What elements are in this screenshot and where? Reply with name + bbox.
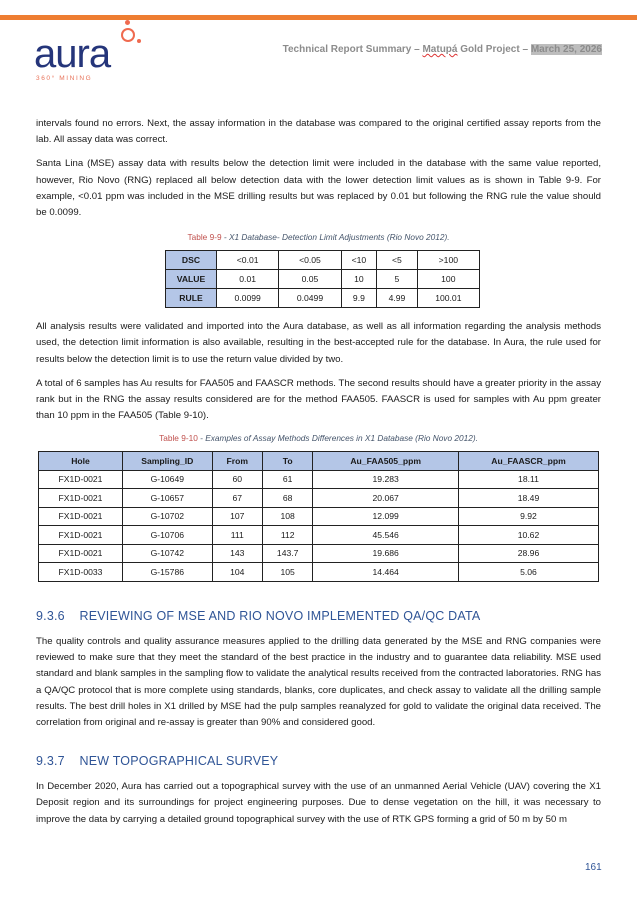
table-cell: 45.546: [313, 526, 459, 545]
table-cell: 68: [262, 489, 312, 508]
table-row: [39, 563, 599, 582]
detection-limit-table: [165, 250, 480, 308]
header-row: [39, 452, 599, 471]
table-row: [166, 251, 480, 270]
table-cell: 108: [262, 507, 312, 526]
paragraph: Santa Lina (MSE) assay data with results below the detection limit were included in the database with the same value reported, however, Rio Novo (RNG) replaced all below detection data with the lower detection limit values as is shown in Table 9-9. For example, <0.01 ppm was included in the MSE drilling results but was replaced by 0.01 but following the RNG rule the value should be 0.0099.: [36, 158, 601, 219]
table-row: [39, 470, 599, 489]
table-cell: <0.05: [279, 251, 341, 270]
table-cell: FX1D-0021: [39, 526, 123, 545]
section-heading: 9.3.6 REVIEWING OF MSE AND RIO NOVO IMPLEMENTED QA/QC DATA: [36, 608, 481, 623]
column-header: Au_FAA505_ppm: [313, 452, 459, 471]
table-cell: 10: [341, 270, 377, 289]
column-header: Hole: [39, 452, 123, 471]
table-row: [39, 526, 599, 545]
table-cell: 14.464: [313, 563, 459, 582]
paragraph: A total of 6 samples has Au results for FAA505 and FAASCR methods. The second results should have a greater priority in the assay rank but in the RNG the assay results considered are for the method FAA505. FAASCR is used for samples with Au ppm greater than 10 ppm in the FAA505 (Table 9-10).: [36, 377, 601, 422]
table-cell: 143: [212, 544, 262, 563]
logo-tagline: 360° MINING: [36, 75, 93, 82]
table-cell: 18.49: [458, 489, 598, 508]
logo-dot: [137, 39, 141, 43]
table-cell: 143.7: [262, 544, 312, 563]
table-cell: 0.0099: [217, 289, 279, 308]
table-cell: >100: [417, 251, 479, 270]
assay-methods-table: [38, 451, 599, 582]
table-row: [39, 507, 599, 526]
table-cell: 61: [262, 470, 312, 489]
table-cell: G-10649: [123, 470, 213, 489]
table-cell: 5: [377, 270, 417, 289]
paragraph: All analysis results were validated and imported into the Aura database, as well as all information regarding the analysis methods used, the detection limit information is also available, resulting in the best-accepted rule for the database. In Aura, the rule used for results below the detection limit is to use the return value divided by two.: [36, 321, 601, 365]
table-cell: 20.067: [313, 489, 459, 508]
table-caption: Table 9-10 - Examples of Assay Methods Differences in X1 Database (Rio Novo 2012).: [159, 433, 478, 444]
column-header: Sampling_ID: [123, 452, 213, 471]
table-cell: 4.99: [377, 289, 417, 308]
table-caption: Table 9-9 - X1 Database- Detection Limit Adjustments (Rio Novo 2012).: [187, 232, 450, 243]
table-cell: 112: [262, 526, 312, 545]
logo-word: aura: [34, 32, 111, 76]
table-cell: <10: [341, 251, 377, 270]
column-header: From: [212, 452, 262, 471]
table-cell: G-10657: [123, 489, 213, 508]
table-cell: FX1D-0021: [39, 544, 123, 563]
table-row: [166, 270, 480, 289]
logo-dot: [125, 20, 130, 25]
table-cell: 28.96: [458, 544, 598, 563]
table-cell: 104: [212, 563, 262, 582]
table-cell: FX1D-0021: [39, 489, 123, 508]
header-date: March 25, 2026: [530, 44, 602, 55]
table-cell: 0.01: [217, 270, 279, 289]
table-cell: 60: [212, 470, 262, 489]
table-cell: G-10742: [123, 544, 213, 563]
row-header: DSC: [166, 251, 217, 270]
table-cell: 0.0499: [279, 289, 341, 308]
table-cell: 10.62: [458, 526, 598, 545]
table-cell: 9.92: [458, 507, 598, 526]
table-cell: FX1D-0021: [39, 507, 123, 526]
paragraph: The quality controls and quality assurance measures applied to the drilling data generated by the MSE and RNG companies were reviewed to make sure that they meet the standard of the best practice in the industry and to guarantee data reliability. MSE used standard and blank samples in the sampling flow to validate the analytical results received from the contracted laboratories. RNG has a QA/QC protocol that is more complete using standards, blanks, core duplicates, and check assay to validate all the drilling sample results. The best drill holes in X1 drilled by MSE had the pulp samples reanalyzed for gold to validate the original data received. The correlation from original and re-assay is greater than 90% and considered good.: [36, 635, 601, 728]
logo-ring: [121, 28, 135, 42]
table-cell: <0.01: [217, 251, 279, 270]
table-cell: 19.686: [313, 544, 459, 563]
aura-logo: [34, 20, 114, 82]
paragraph: In December 2020, Aura has carried out a topographical survey with the use of an unmanned Aerial Vehicle (UAV) covering the X1 Deposit region and its surroundings for project engineering purposes. Due to dense vegetation on the hill, it was necessary to improve the data by carrying a detailed ground topographical survey with the use of RTK GPS forming a grid of 50 m by 50 m: [36, 781, 601, 825]
row-header: VALUE: [166, 270, 217, 289]
column-header: To: [262, 452, 312, 471]
table-cell: 12.099: [313, 507, 459, 526]
table-row: [39, 544, 599, 563]
table-cell: FX1D-0033: [39, 563, 123, 582]
table-cell: <5: [377, 251, 417, 270]
document-body: [36, 116, 601, 828]
table-cell: G-10702: [123, 507, 213, 526]
table-cell: 100.01: [417, 289, 479, 308]
row-header: RULE: [166, 289, 217, 308]
table-row: [39, 489, 599, 508]
table-cell: 19.283: [313, 470, 459, 489]
table-cell: 67: [212, 489, 262, 508]
running-header: Technical Report Summary – Matupá Gold Project – March 25, 2026: [282, 44, 602, 55]
table-cell: G-15786: [123, 563, 213, 582]
table-row: [166, 289, 480, 308]
table-cell: FX1D-0021: [39, 470, 123, 489]
table-cell: 100: [417, 270, 479, 289]
table-cell: 111: [212, 526, 262, 545]
paragraph: intervals found no errors. Next, the assay information in the database was compared to the original certified assay reports from the lab. All assay data was correct.: [36, 118, 601, 146]
table-cell: G-10706: [123, 526, 213, 545]
page-number: 161: [585, 862, 602, 873]
table-cell: 18.11: [458, 470, 598, 489]
column-header: Au_FAASCR_ppm: [458, 452, 598, 471]
table-cell: 5.06: [458, 563, 598, 582]
section-heading: 9.3.7 NEW TOPOGRAPHICAL SURVEY: [36, 754, 279, 769]
table-cell: 0.05: [279, 270, 341, 289]
table-cell: 9.9: [341, 289, 377, 308]
table-cell: 105: [262, 563, 312, 582]
table-cell: 107: [212, 507, 262, 526]
